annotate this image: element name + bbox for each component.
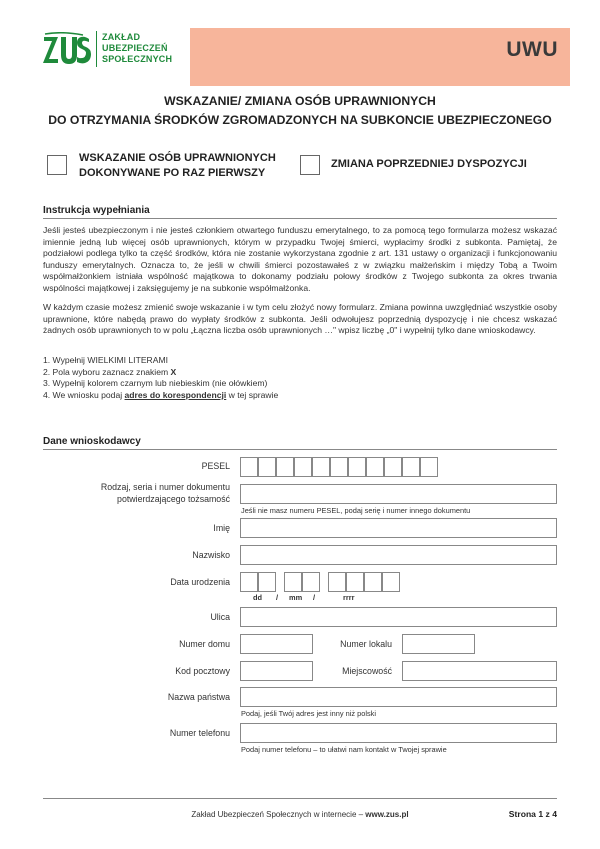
birth-date-input[interactable] xyxy=(240,572,400,592)
country-label: Nazwa państwa xyxy=(167,692,230,702)
first-name-label: Imię xyxy=(213,523,230,533)
first-name-input[interactable] xyxy=(240,518,557,538)
postal-code-label: Kod pocztowy xyxy=(175,666,230,676)
date-separator: / xyxy=(313,593,316,602)
phone-label: Numer telefonu xyxy=(169,728,230,738)
country-input[interactable] xyxy=(240,687,557,707)
flat-number-label: Numer lokalu xyxy=(340,639,392,649)
id-document-hint: Jeśli nie masz numeru PESEL, podaj serię i numer innego dokumentu xyxy=(241,506,471,515)
instructions-heading: Instrukcja wypełniania xyxy=(43,205,150,216)
list-item: 4. We wniosku podaj adres do korespondencji w tej sprawie xyxy=(43,389,279,400)
applicant-heading: Dane wnioskodawcy xyxy=(43,436,141,447)
last-name-input[interactable] xyxy=(240,545,557,565)
pesel-label: PESEL xyxy=(201,461,230,471)
last-name-label: Nazwisko xyxy=(192,550,230,560)
list-item: 2. Pola wyboru zaznacz znakiem X xyxy=(43,366,177,377)
date-separator: / xyxy=(276,593,279,602)
list-item: 1. Wypełnij WIELKIMI LITERAMI xyxy=(43,355,169,365)
form-code: UWU xyxy=(506,38,558,61)
house-number-input[interactable] xyxy=(240,634,313,654)
logo-separator xyxy=(96,31,97,67)
title-line-1: WSKAZANIE/ ZMIANA OSÓB UPRAWNIONYCH xyxy=(164,94,436,108)
logo-text: ZAKŁAD UBEZPIECZEŃ SPOŁECZNYCH xyxy=(102,32,173,64)
title-line-2: DO OTRZYMANIA ŚRODKÓW ZGROMADZONYCH NA SUBKONCIE UBEZPIECZONEGO xyxy=(48,113,552,127)
day-hint: dd xyxy=(253,593,263,602)
change-checkbox[interactable] xyxy=(300,155,320,175)
instructions-rule xyxy=(43,218,557,219)
instructions-paragraph-2: W każdym czasie możesz zmienić swoje wskazanie i w tym celu złożyć nowy formularz. Zmiana powinna uwzględniać wszystkie osoby uprawnione, które nabędą prawo do wypłaty środków z subkonta. Jeśli odwołujesz poprzednią dyspozycję i nie chcesz wskazać żadnych osób uprawnionych to w polu „Łączna liczba osób uprawnionych …" wpisz liczbę „0" i wypełnij tylko dane wnioskodawcy. xyxy=(43,302,557,336)
phone-input[interactable] xyxy=(240,723,557,743)
first-time-label: WSKAZANIE OSÓB UPRAWNIONYCH DOKONYWANE PO RAZ PIERWSZY xyxy=(79,152,276,179)
list-item: 3. Wypełnij kolorem czarnym lub niebieskim (nie ołówkiem) xyxy=(43,378,268,389)
applicant-rule xyxy=(43,449,557,450)
house-number-label: Numer domu xyxy=(179,639,230,649)
page-number: Strona 1 z 4 xyxy=(508,809,557,819)
country-hint: Podaj, jeśli Twój adres jest inny niż polski xyxy=(241,709,377,718)
phone-hint: Podaj numer telefonu – to ułatwi nam kontakt w Twojej sprawie xyxy=(241,745,447,754)
pesel-input[interactable] xyxy=(240,457,438,477)
first-time-checkbox[interactable] xyxy=(47,155,67,175)
instructions-list xyxy=(43,355,278,401)
city-label: Miejscowość xyxy=(342,666,392,676)
footer-link[interactable]: www.zus.pl xyxy=(365,810,409,819)
postal-code-input[interactable] xyxy=(240,661,313,681)
flat-number-input[interactable] xyxy=(402,634,475,654)
instructions-paragraph-1: Jeśli jesteś ubezpieczonym i nie jesteś członkiem otwartego funduszu emerytalnego, to za pomocą tego formularza możesz wskazać imiennie jedną lub więcej osób uprawnionych, którym w przypadku Twojej śmierci, wypłacimy środki z subkonta. Pamiętaj, że podziałowi podlega tylko ta część środków, która nie zostanie wykorzystana zgodnie z art. 131 ustawy o organizacji i funkcjonowaniu funduszy emerytalnych. Oznacza to, że jeśli w chwili śmierci pozostawałeś z w związku małżeńskim i między Tobą a Twoim współmałżonkiem istniała wspólność majątkowa to dokonamy podziału połowy środków z Twojego subkonta za okres trwania wspólności majątkowej i zaksięgujemy je na subkonie współmałżonka. xyxy=(43,225,557,293)
year-hint: rrrr xyxy=(343,593,355,602)
footer-text: Zakład Ubezpieczeń Społecznych w internecie – www.zus.pl xyxy=(191,810,409,819)
month-hint: mm xyxy=(289,593,303,602)
street-input[interactable] xyxy=(240,607,557,627)
city-input[interactable] xyxy=(402,661,557,681)
change-label: ZMIANA POPRZEDNIEJ DYSPOZYCJI xyxy=(331,158,527,170)
birth-date-label: Data urodzenia xyxy=(170,577,230,587)
zus-logo-icon xyxy=(43,32,93,68)
footer-rule xyxy=(43,798,557,799)
street-label: Ulica xyxy=(210,612,230,622)
id-document-label: Rodzaj, seria i numer dokumentu potwierdzającego tożsamość xyxy=(100,482,230,504)
id-document-input[interactable] xyxy=(240,484,557,504)
